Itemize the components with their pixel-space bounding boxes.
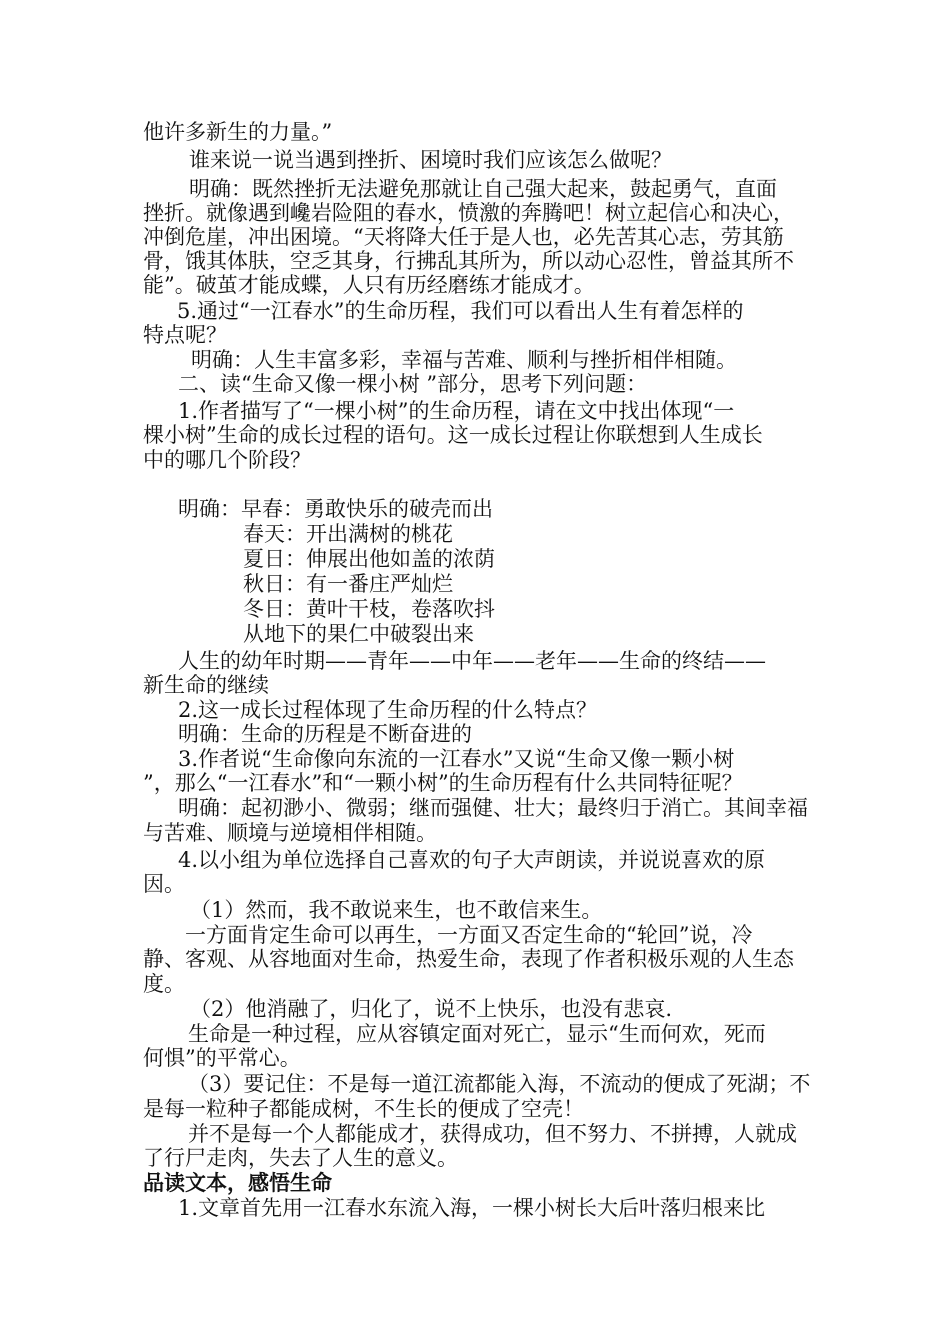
text-line: 中的哪几个阶段？ [143,448,311,472]
text-line: 明确：生命的历程是不断奋进的 [178,722,472,746]
text-line: 人生的幼年时期——青年——中年——老年——生命的终结—— [178,649,766,673]
text-line: 4.以小组为单位选择自己喜欢的句子大声朗读，并说说喜欢的原 [178,848,766,872]
text-line: 一方面肯定生命可以再生，一方面又否定生命的“轮回”说，冷 [185,923,753,947]
text-line: 骨，饿其体肤，空乏其身，行拂乱其所为，所以动心忍性，曾益其所不 [143,249,794,273]
text-line: 挫折。就像遇到巉岩险阻的春水，愤激的奔腾吧！树立起信心和决心， [143,201,794,225]
text-line: 生命是一种过程，应从容镇定面对死亡，显示“生而何欢，死而 [188,1022,766,1046]
text-line: 1.作者描写了“一棵小树”的生命历程，请在文中找出体现“一 [178,399,735,423]
text-line: 因。 [143,872,185,896]
text-line: 棵小树”生命的成长过程的语句。这一成长过程让你联想到人生成长 [143,423,763,447]
text-line: 明确：早春：勇敢快乐的破壳而出 [178,497,493,521]
text-line: 何惧”的平常心。 [143,1046,301,1070]
text-line: 是每一粒种子都能成树，不生长的便成了空壳！ [143,1097,584,1121]
text-line: 3.作者说“生命像向东流的一江春水”又说“生命又像一颗小树 [178,747,735,771]
text-line: 春天：开出满树的桃花 [243,522,453,546]
text-line: 从地下的果仁中破裂出来 [243,622,474,646]
text-line: ”，那么“一江春水”和“一颗小树”的生命历程有什么共同特征呢？ [143,771,743,795]
text-line: 1.文章首先用一江春水东流入海，一棵小树长大后叶落归根来比 [178,1196,766,1220]
text-line: 2.这一成长过程体现了生命历程的什么特点？ [178,698,598,722]
text-line: 静、客观、从容地面对生命，热爱生命，表现了作者积极乐观的人生态 [143,947,794,971]
text-line: 二、读“生命又像一棵小树 ”部分，思考下列问题： [178,372,648,396]
text-line: 能”。破茧才能成蝶，人只有历经磨练才能成才。 [143,273,595,297]
text-line: 了行尸走肉，失去了人生的意义。 [143,1146,458,1170]
text-line: （3）要记住：不是每一道江流都能入海，不流动的便成了死湖；不 [188,1072,811,1096]
text-line: 5.通过“一江春水”的生命历程，我们可以看出人生有着怎样的 [177,299,744,323]
text-line: 与苦难、顺境与逆境相伴相随。 [143,821,437,845]
text-line: 特点呢？ [143,323,227,347]
text-line: 度。 [143,972,185,996]
text-line: 秋日：有一番庄严灿烂 [243,572,453,596]
text-line: （2）他消融了，归化了，说不上快乐，也没有悲哀. [190,997,673,1021]
text-line: （1）然而，我不敢说来生，也不敢信来生。 [190,898,603,922]
text-line: 冲倒危崖，冲出困境。“天将降大任于是人也，必先苦其心志，劳其筋 [143,225,784,249]
text-line: 夏日：伸展出他如盖的浓荫 [243,547,495,571]
text-line: 新生命的继续 [143,673,269,697]
text-line: 明确：人生丰富多彩，幸福与苦难、顺利与挫折相伴相随。 [191,348,737,372]
text-line: 谁来说一说当遇到挫折、困境时我们应该怎么做呢？ [189,148,672,172]
text-line: 明确：既然挫折无法避免那就让自己强大起来，鼓起勇气，直面 [189,177,777,201]
text-line: 他许多新生的力量。” [143,120,333,144]
text-line: 明确：起初渺小、微弱；继而强健、壮大；最终归于消亡。其间幸福 [178,796,808,820]
text-line: 并不是每一个人都能成才，获得成功，但不努力、不拼搏，人就成 [188,1122,797,1146]
text-line: 冬日：黄叶干枝，卷落吹抖 [243,597,495,621]
section-heading: 品读文本，感悟生命 [143,1170,332,1195]
